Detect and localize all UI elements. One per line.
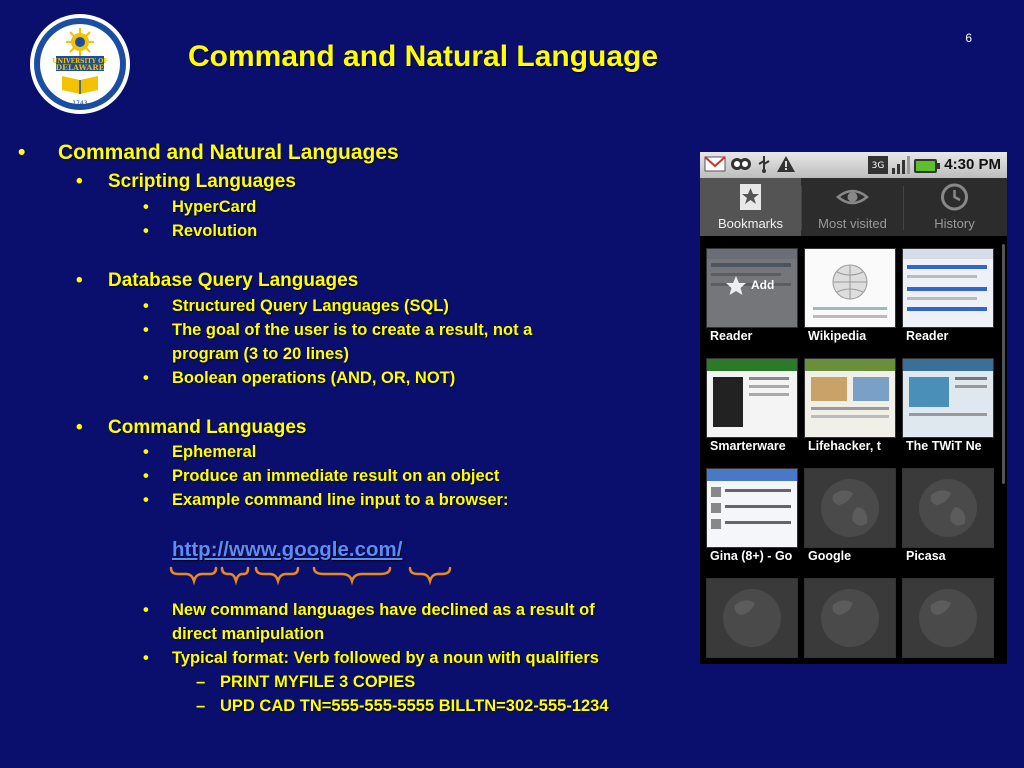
usb-icon	[756, 155, 772, 175]
url-part-braces	[166, 566, 466, 586]
bullet-dot: •	[76, 270, 83, 291]
bookmark-caption: Reader	[710, 329, 753, 343]
browser-tab-bar	[700, 178, 1007, 236]
list-item-sql: Structured Query Languages (SQL)	[172, 297, 449, 315]
owl-icon	[730, 155, 752, 175]
bullet-dot: •	[143, 601, 149, 619]
bullet-dot: •	[143, 321, 149, 339]
globe-placeholder-icon	[819, 477, 881, 539]
bullet-dot: •	[143, 297, 149, 315]
signal-strength-icon	[891, 156, 911, 174]
slide-title: Command and Natural Language	[188, 40, 659, 73]
scrollbar[interactable]	[1002, 244, 1005, 484]
gmail-icon	[704, 155, 726, 175]
svg-text:UNIVERSITY OF: UNIVERSITY OF	[52, 58, 108, 65]
scripting-languages-label: Scripting Languages	[108, 171, 296, 192]
example-upd-cad: UPD CAD TN=555-555-5555 BILLTN=302-555-1234	[220, 697, 609, 715]
bookmark-caption: The TWiT Ne	[906, 439, 982, 453]
globe-placeholder-icon	[819, 587, 881, 649]
globe-placeholder-icon	[917, 477, 979, 539]
tab-bookmarks-label: Bookmarks	[717, 216, 784, 231]
bullet-dot: •	[143, 198, 149, 216]
list-item-typical-format: Typical format: Verb followed by a noun with qualifiers	[172, 649, 599, 667]
warning-icon	[776, 155, 796, 175]
list-item-ephemeral: Ephemeral	[172, 443, 257, 461]
dash-bullet: –	[196, 673, 206, 691]
list-item-declined-continued: direct manipulation	[172, 625, 325, 643]
globe-placeholder-icon	[917, 587, 979, 649]
3g-icon	[868, 156, 888, 174]
tab-most-visited-label: Most visited	[818, 216, 887, 231]
bullet-dot: •	[143, 369, 149, 387]
clock-icon	[904, 182, 1005, 212]
tab-bookmarks[interactable]	[700, 178, 801, 236]
bookmark-caption: Google	[808, 549, 852, 563]
database-query-languages-label: Database Query Languages	[108, 270, 359, 291]
status-time: 4:30 PM	[944, 156, 1001, 173]
list-item-revolution: Revolution	[172, 222, 258, 240]
bullet-dot: •	[143, 649, 149, 667]
battery-icon	[914, 158, 940, 174]
svg-text:3G: 3G	[871, 161, 885, 171]
bookmark-caption: Lifehacker, t	[808, 439, 881, 453]
tab-most-visited[interactable]	[802, 178, 903, 236]
bullet-dot: •	[143, 222, 149, 240]
example-print-myfile: PRINT MYFILE 3 COPIES	[220, 673, 416, 691]
command-languages-label: Command Languages	[108, 417, 307, 438]
list-item-boolean: Boolean operations (AND, OR, NOT)	[172, 369, 456, 387]
bullet-dot: •	[76, 417, 83, 438]
bookmark-caption: Gina (8+) - Go	[710, 549, 793, 563]
bookmark-caption: Smarterware	[710, 439, 786, 453]
add-bookmark-label: Add	[751, 278, 775, 292]
svg-text:DELAWARE: DELAWARE	[55, 63, 105, 72]
list-item-example: Example command line input to a browser:	[172, 491, 509, 509]
bookmark-caption: Wikipedia	[808, 329, 867, 343]
add-star-icon	[725, 275, 747, 297]
globe-placeholder-icon	[721, 587, 783, 649]
bookmark-caption: Reader	[906, 329, 949, 343]
university-of-delaware-logo	[28, 12, 132, 116]
dash-bullet: –	[196, 697, 206, 715]
heading-command-natural-languages: Command and Natural Languages	[58, 141, 399, 164]
list-item-hypercard: HyperCard	[172, 198, 257, 216]
tab-history-label: History	[934, 216, 975, 231]
eye-icon	[802, 182, 903, 212]
bookmark-caption: Picasa	[906, 549, 946, 563]
bullet-dot: •	[143, 443, 149, 461]
bullet-dot: •	[18, 141, 26, 164]
bookmark-grid	[700, 236, 1000, 664]
tab-history[interactable]	[904, 178, 1005, 236]
list-item-goal-continued: program (3 to 20 lines)	[172, 345, 349, 363]
android-browser-screenshot	[700, 152, 1007, 664]
list-item-goal: The goal of the user is to create a result, not a	[172, 321, 533, 339]
example-url-link[interactable]: http://www.google.com/	[172, 538, 403, 561]
bullet-dot: •	[76, 171, 83, 192]
slide-number: 6	[965, 31, 972, 45]
list-item-immediate-result: Produce an immediate result on an object	[172, 467, 500, 485]
list-item-declined: New command languages have declined as a result of	[172, 601, 595, 619]
bookmark-star-icon	[700, 182, 801, 212]
svg-text:1743: 1743	[72, 100, 88, 107]
bullet-dot: •	[143, 467, 149, 485]
bullet-dot: •	[143, 491, 149, 509]
wikipedia-globe-icon	[831, 263, 869, 301]
status-bar	[700, 152, 1007, 178]
